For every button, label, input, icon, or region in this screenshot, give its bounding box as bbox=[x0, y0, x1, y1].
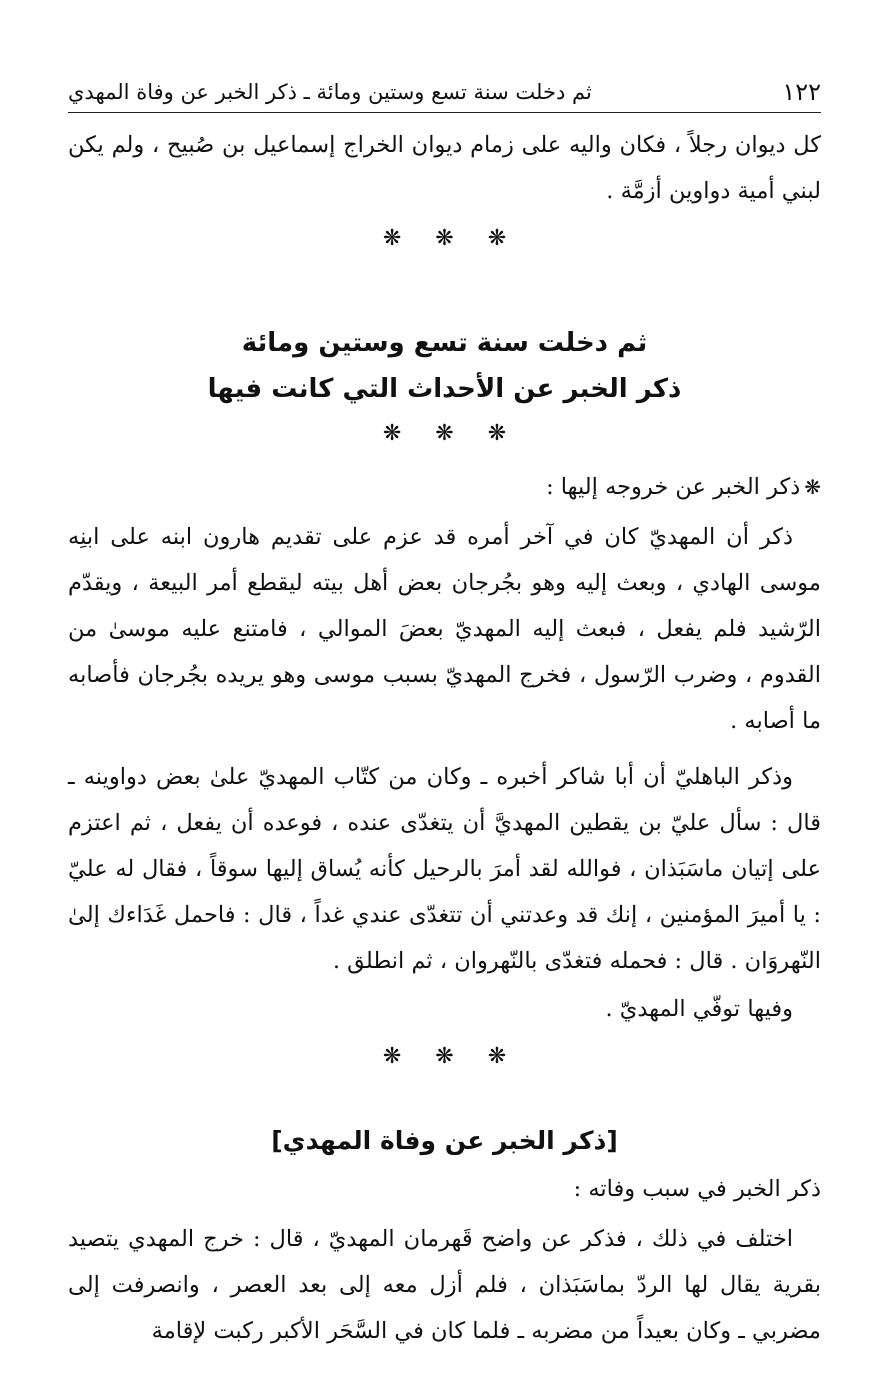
ornament-star-icon: ❋ bbox=[435, 421, 454, 446]
star-bullet-icon: ❋ bbox=[804, 475, 821, 499]
paragraph-death-note: وفيها توفّي المهديّ . bbox=[605, 996, 793, 1022]
paragraph-departure-1: ذكر أن المهديّ كان في آخر أمره قد عزم على تقديم هارون ابنه على ابنِه موسى الهادي ، وبعث إليه وهو بجُرجان بعض أهل بيته ليقطع أمر البيعة ، ويقدّم الرّشيد فلم يفعل ، فبعث إليه المهديّ بعضَ الموالي ، فامتنع عليه موسىٰ من القدوم ، وضرب الرّسول ، فخرج المهديّ بسبب موسى وهو يريده بجُرجان فأصابه ما أصابه . bbox=[68, 524, 821, 734]
ornament-star-icon: ❋ bbox=[487, 421, 507, 446]
page-body bbox=[68, 122, 821, 1354]
intro-paragraph: كل ديوان رجلاً ، فكان واليه على زمام ديوان الخراج إسماعيل بن صُبيح ، ولم يكن لبني أمية دواوين أزمَّة . bbox=[68, 132, 821, 204]
subheading-departure bbox=[68, 464, 821, 510]
chapter-title-year: ثم دخلت سنة تسع وستين ومائة bbox=[241, 328, 648, 358]
subheading-departure-text: ذكر الخبر عن خروجه إليها : bbox=[546, 474, 801, 500]
subheading-cause: ذكر الخبر في سبب وفاته : bbox=[573, 1176, 821, 1202]
chapter-title-events: ذكر الخبر عن الأحداث التي كانت فيها bbox=[207, 374, 682, 404]
ornament-star-icon: ❋ bbox=[382, 226, 402, 251]
section-divider-ornament bbox=[68, 216, 821, 262]
ornament-star-icon: ❋ bbox=[382, 421, 402, 446]
ornament-star-icon: ❋ bbox=[435, 1044, 454, 1069]
running-head: ثم دخلت سنة تسع وستين ومائة ـ ذكر الخبر عن وفاة المهدي bbox=[68, 80, 592, 104]
title-ornament bbox=[68, 412, 821, 456]
death-section-title: [ذكر الخبر عن وفاة المهدي] bbox=[271, 1126, 618, 1155]
section-divider-ornament-2 bbox=[68, 1034, 821, 1080]
page-header bbox=[68, 70, 821, 113]
ornament-star-icon: ❋ bbox=[382, 1044, 402, 1069]
ornament-star-icon: ❋ bbox=[435, 226, 454, 251]
paragraph-departure-2: وذكر الباهليّ أن أبا شاكر أخبره ـ وكان من كتّاب المهديّ علىٰ بعض دواوينه ـ قال : سأل عليّ بن يقطين المهديَّ أن يتغدّى عنده ، فوعده أن يفعل ، ثم اعتزم على إتيان ماسَبَذان ، فوالله لقد أمرَ بالرحيل كأنه يُساق إليها سوقاً ، فقال له عليّ : يا أميرَ المؤمنين ، إنك قد وعدتني أن تتغدّى عندي غداً ، قال : فاحمل غَدَاءك إلىٰ النّهروَان . قال : فحمله فتغدّى بالنّهروان ، ثم انطلق . bbox=[68, 764, 821, 974]
ornament-star-icon: ❋ bbox=[487, 226, 507, 251]
paragraph-cause: اختلف في ذلك ، فذكر عن واضح قَهرمان المهديّ ، قال : خرج المهدي يتصيد بقرية يقال لها الردّ بماسَبَذان ، فلم أزل معه إلى بعد العصر ، وانصرفت إلى مضربي ـ وكان بعيداً من مضربه ـ فلما كان في السَّحَر الأكبر ركبت لإقامة bbox=[68, 1226, 821, 1344]
page-number: ١٢٢ bbox=[782, 78, 821, 106]
ornament-star-icon: ❋ bbox=[487, 1044, 507, 1069]
